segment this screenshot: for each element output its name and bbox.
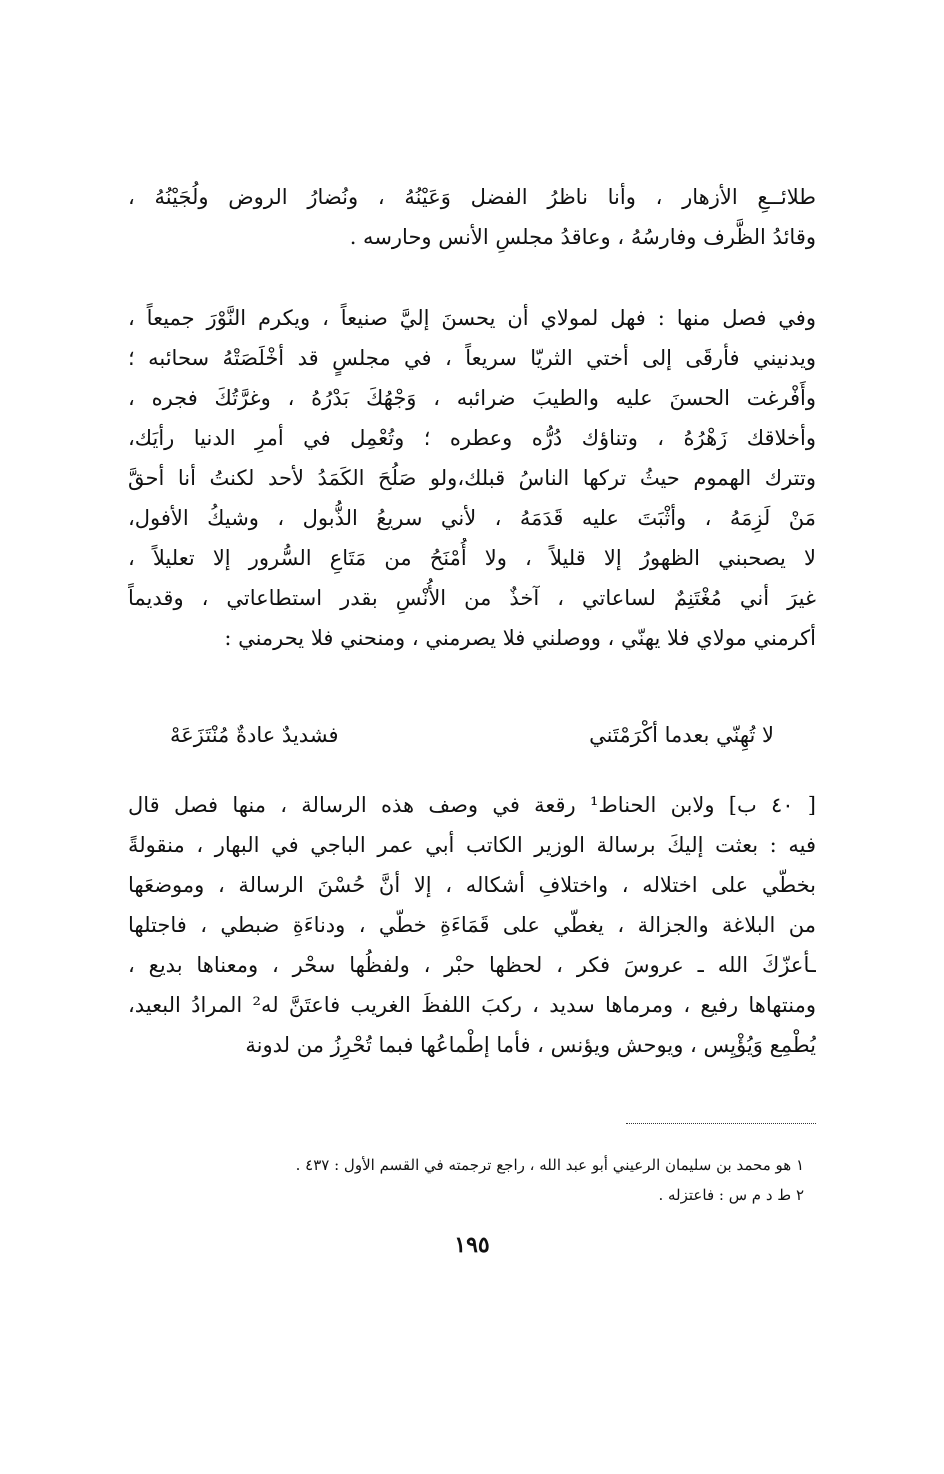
verse-first-hemistich: لا تُهِنّي بعدما أكْرَمْتَني — [589, 723, 774, 747]
text-line: وقائدُ الظَّرف وفارسُهُ ، وعاقدُ مجلسِ الأنس وحارسه . — [349, 225, 816, 249]
text-line: ويدنيني فأرقَى إلى أختي الثريّا سريعاً ، في مجلسٍ قد أخْلَصَتْهُ سحائبه ؛ — [128, 346, 816, 370]
paragraph-1 — [128, 177, 816, 257]
paragraph-2 — [128, 298, 816, 658]
text-line: أكرمني مولاي فلا يهنّي ، ووصلني فلا يصرمني ، ومنحني فلا يحرمني : — [224, 626, 816, 650]
text-line: ـأعزّكَ الله ـ عروسَ فكر ، لحظها حبْر ، ولفظُها سحْر ، ومعناها بديع ، — [128, 953, 816, 977]
text-line: فيه : بعثت إليكَ برسالة الوزير الكاتب أبي عمر الباجي في البهار ، منقولةً — [128, 833, 816, 857]
verse-second-hemistich: فشديدٌ عادةٌ مُنْتَزَعَهْ — [170, 723, 339, 747]
footnote-1: ١ هو محمد بن سليمان الرعيني أبو عبد الله ، راجع ترجمته في القسم الأول : ٤٣٧ . — [295, 1156, 804, 1174]
text-line: يُطْمِع وَيُؤْيِس ، ويوحش ويؤنس ، فأما إطْماعُها فبما تُحْرِزُ من لدونة — [245, 1033, 816, 1057]
text-line: طلائــعِ الأزهار ، وأنا ناظرُ الفضل وَعَيْنُهُ ، ونُضارُ الروض ولُجَيْنُهُ ، — [128, 185, 816, 209]
paragraph-3 — [128, 785, 816, 1065]
text-line: وأَفْرغت الحسنَ عليه والطيبَ ضرائبه ، وَجْهُكَ بَدْرُهُ ، وغرَّتُكَ فجره ، — [128, 386, 816, 410]
text-line: وأخلاقك زَهْرُهُ ، وتناؤك دُرُّه وعطره ؛ وتُعْمِل في أمرِ الدنيا رأيَك، — [128, 426, 816, 450]
footnote-2: ٢ ط د م س : فاعتزله . — [658, 1186, 804, 1204]
text-line: مَنْ لَزِمَهُ ، وأثْبَتَ عليه قَدَمَهُ ، لأني سريعُ الذُّبول ، وشيكُ الأفول، — [128, 506, 816, 530]
text-line: لا يصحبني الظهورُ إلا قليلاً ، ولا أُمْنَحُ من مَتَاعِ السُّرور إلا تعليلاً ، — [128, 546, 816, 570]
footnotes — [140, 1150, 804, 1210]
footnote-divider — [626, 1123, 816, 1124]
text-line: [ ٤٠ ب] ولابن الحناط¹ رقعة في وصف هذه الرسالة ، منها فصل قال — [128, 793, 816, 817]
text-line: من البلاغة والجزالة ، يغطّي على قَمَاءَةِ خطّي ، ودناءَةِ ضبطي ، فاجتلها — [128, 913, 816, 937]
text-line: وتترك الهموم حيثُ تركها الناسُ قبلك،ولو صَلُحَ الكَمَدُ لأحد لكنتُ أنا أحقَّ — [128, 466, 816, 490]
text-line: وفي فصل منها : فهل لمولاي أن يحسنَ إليَّ صنيعاً ، ويكرم النَّوْرَ جميعاً ، — [128, 306, 816, 330]
page-number: ١٩٥ — [454, 1232, 490, 1258]
text-line: بخطّي على اختلاله ، واختلافِ أشكاله ، إلا أنَّ حُسْنَ الرسالة ، وموضعَها — [128, 873, 816, 897]
text-line: ومنتهاها رفيع ، ومرماها سديد ، ركبَ اللفظَ الغريب فاعتَنَّ له² المرادُ البعيد، — [128, 993, 816, 1017]
poetry-verse — [170, 715, 774, 755]
text-line: غيرَ أني مُغْتَنِمٌ لساعاتي ، آخذٌ من الأُنْسِ بقدر استطاعاتي ، وقديماً — [128, 586, 816, 610]
